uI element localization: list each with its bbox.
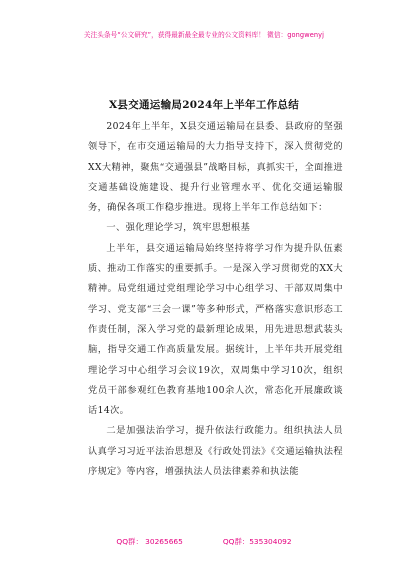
body-paragraph: 上半年，县交通运输局始终坚持将学习作为提升队伍素质、推动工作落实的重要抓手。一是深入学习贯彻党的XX大精神。局党组通过党组理论学习中心组学习、干部双周集中学习、党支部“三会一课”等多种形式，严格落实意识形态工作责任制，深入学习党的最新理论成果，用先进思想武装头脑，指导交通工作高质量发展。据统计，上半年共开展党组理论学习中心组学习会议19次，双周集中学习10次，组织党员干部参观红色教育基地100余人次，常态化开展廉政谈话14次。	[88, 242, 343, 417]
document-body	[88, 117, 343, 482]
promo-banner: 关注头条号“公文研究”，获得最新最全最专业的公文资料库！ 微信：gongwenyj	[83, 31, 325, 39]
body-paragraph: 二是加强法治学习，提升依法行政能力。组织执法人员认真学习习近平法治思想及《行政处罚法》《交通运输执法程序规定》等内容，增强执法人员法律素养和执法能	[88, 425, 343, 478]
qq-group-1: QQ群： 30265665	[116, 537, 183, 546]
section-heading-1: 一、强化理论学习，筑牢思想根基	[106, 222, 251, 234]
document-title: X县交通运输局2024年上半年工作总结	[108, 99, 300, 111]
qq-group-footer	[0, 536, 408, 547]
qq-group-2: QQ群：535304092	[222, 537, 292, 546]
intro-paragraph: 2024年上半年，X县交通运输局在县委、县政府的坚强领导下，在市交通运输局的大力指导支持下，深入贯彻党的XX大精神，聚焦“交通强县”战略目标，真抓实干，全面推进交通基础设施建设、提升行业管理水平、优化交通运输服务，确保各项工作稳步推进。现将上半年工作总结如下：	[88, 121, 343, 214]
